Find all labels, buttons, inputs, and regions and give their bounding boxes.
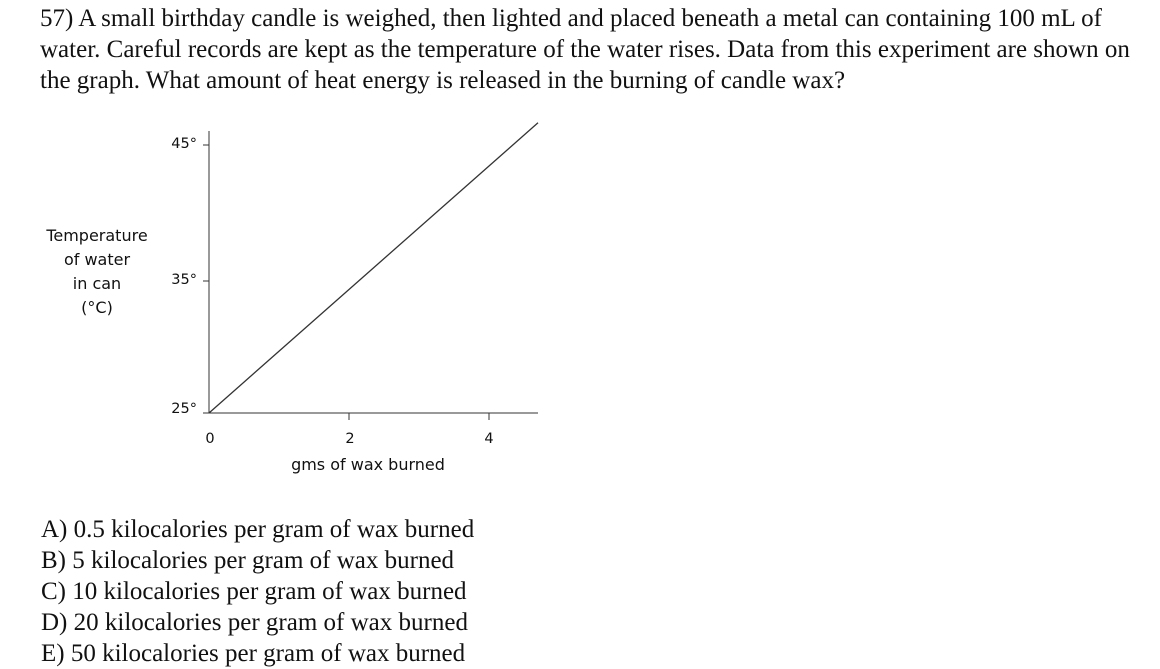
y-axis-label-line: Temperature — [46, 226, 148, 245]
x-tick-label: 0 — [205, 431, 215, 447]
answer-choice-b[interactable]: B) 5 kilocalories per gram of wax burned — [41, 547, 455, 574]
temperature-graph — [0, 0, 600, 500]
series-layer — [209, 123, 538, 413]
plot-area — [0, 0, 600, 500]
y-axis-label-line: (°C) — [81, 298, 113, 317]
x-tick-label: 4 — [484, 431, 494, 447]
y-axis-label-line: in can — [72, 274, 122, 293]
x-tick-label: 2 — [345, 431, 355, 447]
x-axis-label: gms of wax burned — [291, 455, 445, 474]
answer-choice-d[interactable]: D) 20 kilocalories per gram of wax burned — [41, 609, 468, 636]
y-tick-label: 45° — [171, 136, 197, 152]
answer-choice-c[interactable]: C) 10 kilocalories per gram of wax burned — [41, 578, 467, 605]
y-tick-label: 35° — [171, 272, 197, 288]
answer-choices — [41, 514, 474, 669]
answer-choice-a[interactable]: A) 0.5 kilocalories per gram of wax burned — [41, 516, 475, 543]
y-tick-label: 25° — [171, 401, 197, 417]
y-axis-label-line: of water — [63, 250, 131, 269]
question-text: 57) A small birthday candle is weighed, then lighted and placed beneath a metal can containing 100 mL of water. Careful records are kept as the temperature of the water rises. Data from this experiment are shown on the graph. What amount of heat energy is released in the burning of candle wax? — [40, 5, 1130, 94]
answer-choice-e[interactable]: E) 50 kilocalories per gram of wax burned — [41, 640, 466, 667]
series-line — [209, 123, 538, 413]
